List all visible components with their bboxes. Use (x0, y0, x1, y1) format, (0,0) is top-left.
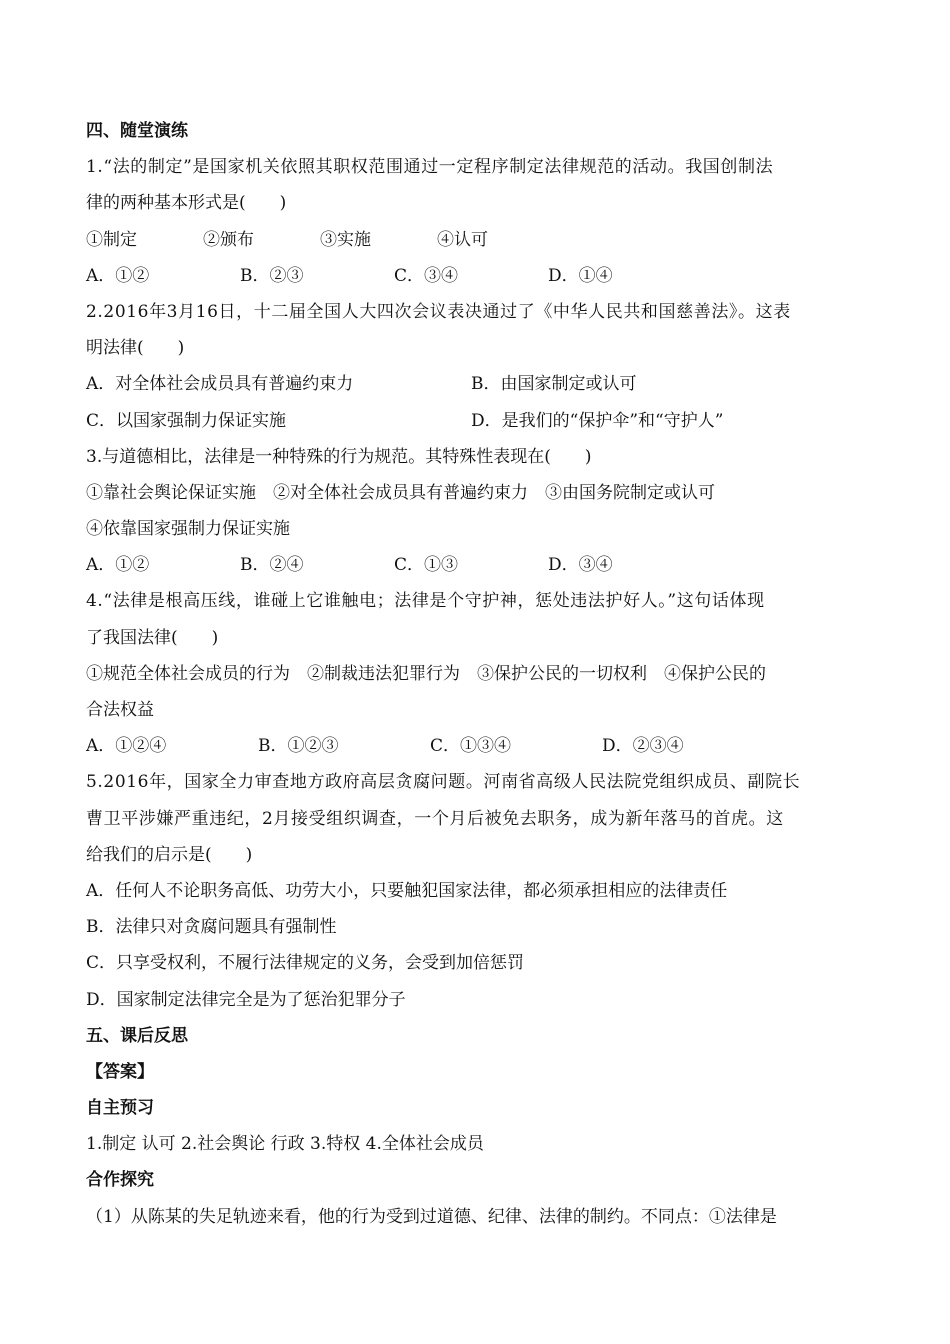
q2-option-b[interactable]: B．由国家制定或认可 (471, 374, 637, 395)
q3-option-d[interactable]: D．③④ (548, 555, 613, 576)
q3-option-b[interactable]: B．②④ (240, 555, 304, 576)
q1-item-2: ②颁布 (203, 229, 254, 250)
q4-option-d[interactable]: D．②③④ (602, 736, 684, 757)
question-2-line-1: 2.2016年3月16日，十二届全国人大四次会议表决通过了《中华人民共和国慈善法》。这表 (86, 301, 791, 322)
question-1-line-2: 律的两种基本形式是( ) (86, 193, 287, 214)
question-3-options (86, 547, 864, 583)
q1-option-c[interactable]: C．③④ (394, 265, 459, 286)
question-4-line-4: 合法权益 (86, 700, 154, 720)
q2-option-c[interactable]: C．以国家强制力保证实施 (86, 410, 287, 431)
q2-option-d[interactable]: D．是我们的“保护伞”和“守护人” (471, 410, 724, 431)
q1-option-a[interactable]: A．①② (86, 265, 150, 286)
q3-option-a[interactable]: A．①② (86, 555, 150, 576)
q3-option-c[interactable]: C．①③ (394, 555, 459, 576)
explore-title: 合作探究 (86, 1170, 154, 1191)
q1-item-3: ③实施 (320, 229, 371, 250)
question-4-line-2: 了我国法律( ) (86, 627, 219, 648)
q5-option-d[interactable]: D．国家制定法律完全是为了惩治犯罪分子 (86, 989, 406, 1010)
question-3-line-3: ④依靠国家强制力保证实施 (86, 519, 290, 540)
section-title-reflection: 五、课后反思 (86, 1025, 188, 1046)
question-2-line-2: 明法律( ) (86, 338, 185, 359)
q1-option-b[interactable]: B．②③ (240, 265, 304, 286)
q1-option-d[interactable]: D．①④ (548, 265, 613, 286)
q5-option-c[interactable]: C．只享受权利，不履行法律规定的义务，会受到加倍惩罚 (86, 953, 525, 974)
q1-item-1: ①制定 (86, 229, 137, 250)
question-2-options-row-1 (86, 366, 864, 402)
answers-title: 【答案】 (86, 1061, 154, 1082)
question-3-line-2: ①靠社会舆论保证实施 ②对全体社会成员具有普遍约束力 ③由国务院制定或认可 (86, 482, 715, 503)
question-5-line-3: 给我们的启示是( ) (86, 844, 253, 865)
question-4-line-1: 4.“法律是根高压线，谁碰上它谁触电；法律是个守护神，惩处违法护好人。”这句话体现 (86, 591, 765, 612)
q4-option-a[interactable]: A．①②④ (86, 736, 167, 757)
explore-answer-line-1: （1）从陈某的失足轨迹来看，他的行为受到过道德、纪律、法律的制约。不同点：①法律是 (86, 1206, 777, 1227)
question-5-line-1: 5.2016年，国家全力审查地方政府高层贪腐问题。河南省高级人民法院党组织成员、副院长 (86, 772, 801, 793)
question-2-options-row-2 (86, 403, 864, 439)
question-1-items (86, 222, 864, 258)
q4-option-b[interactable]: B．①②③ (258, 736, 339, 757)
q5-option-a[interactable]: A．任何人不论职务高低、功劳大小，只要触犯国家法律，都必须承担相应的法律责任 (86, 880, 728, 901)
section-title-practice: 四、随堂演练 (86, 121, 188, 141)
question-1-options (86, 258, 864, 294)
q1-item-4: ④认可 (437, 229, 488, 250)
q5-option-b[interactable]: B．法律只对贪腐问题具有强制性 (86, 917, 337, 938)
question-4-options (86, 728, 864, 764)
q4-option-c[interactable]: C．①③④ (430, 736, 512, 757)
question-3-line-1: 3.与道德相比，法律是一种特殊的行为规范。其特殊性表现在( ) (86, 446, 592, 467)
preview-answers: 1.制定 认可 2.社会舆论 行政 3.特权 4.全体社会成员 (86, 1134, 484, 1155)
q2-option-a[interactable]: A．对全体社会成员具有普遍约束力 (86, 374, 354, 395)
question-5-line-2: 曹卫平涉嫌严重违纪，2月接受组织调查，一个月后被免去职务，成为新年落马的首虎。这 (86, 808, 784, 829)
question-1-line-1: 1.“法的制定”是国家机关依照其职权范围通过一定程序制定法律规范的活动。我国创制法 (86, 157, 774, 178)
preview-title: 自主预习 (86, 1098, 154, 1119)
question-4-line-3: ①规范全体社会成员的行为 ②制裁违法犯罪行为 ③保护公民的一切权利 ④保护公民的 (86, 663, 766, 684)
